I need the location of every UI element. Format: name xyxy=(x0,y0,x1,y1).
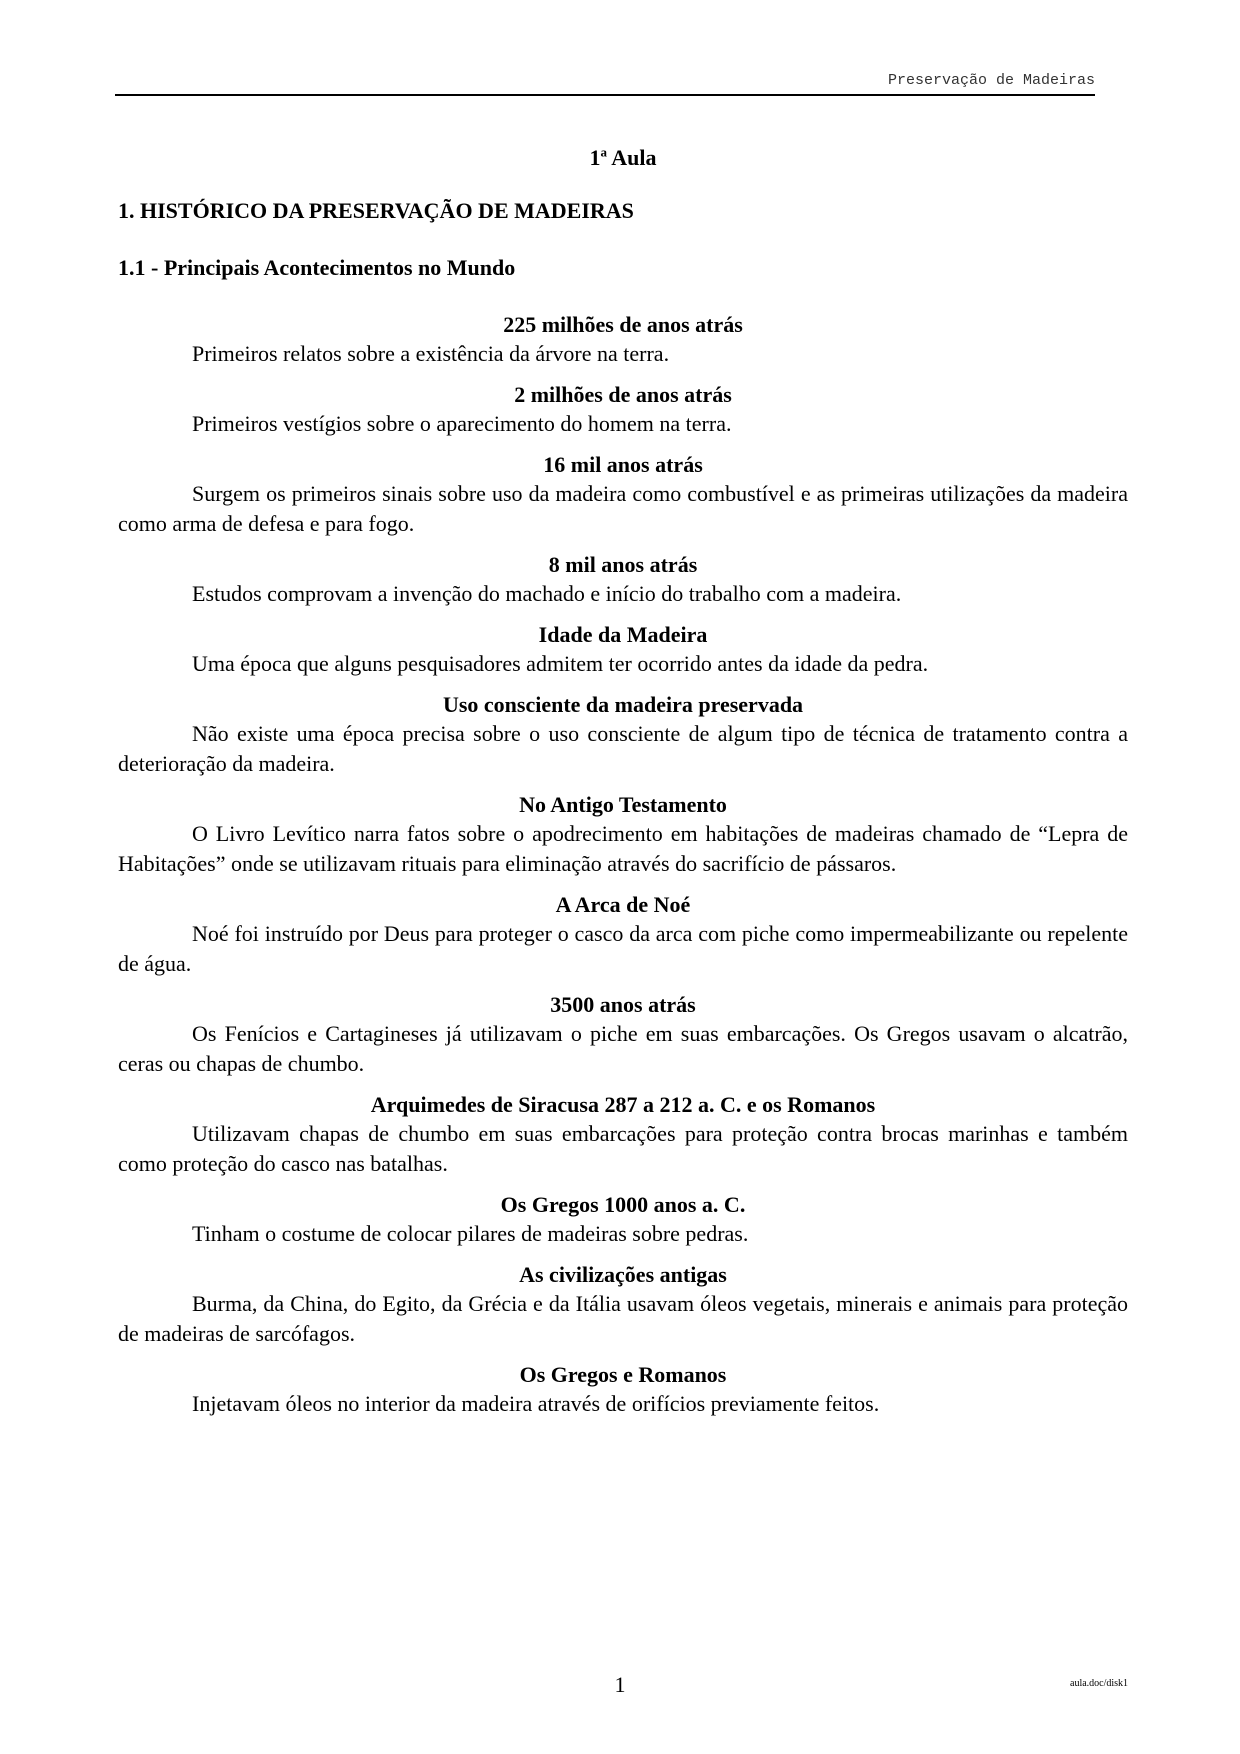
event-text: Tinham o costume de colocar pilares de madeiras sobre pedras. xyxy=(192,1221,749,1246)
page-number: 1 xyxy=(614,1672,626,1697)
lesson-number: 1 xyxy=(589,145,601,170)
event-title: Os Gregos e Romanos xyxy=(519,1362,727,1387)
section-title: 1. HISTÓRICO DA PRESERVAÇÃO DE MADEIRAS xyxy=(118,198,634,223)
event-title: 225 milhões de anos atrás xyxy=(503,312,743,337)
file-reference: aula.doc/disk1 xyxy=(1070,1678,1129,1689)
event-item xyxy=(118,1091,1128,1179)
event-text: Noé foi instruído por Deus para proteger o casco da arca com piche como impermeabilizante ou repelente de água. xyxy=(118,921,1128,976)
event-text: Surgem os primeiros sinais sobre uso da madeira como combustível e as primeiras utilizações da madeira como arma de defesa e para fogo. xyxy=(118,481,1128,536)
event-item xyxy=(118,991,1128,1079)
event-text: Primeiros relatos sobre a existência da árvore na terra. xyxy=(192,341,670,366)
event-text: Primeiros vestígios sobre o aparecimento do homem na terra. xyxy=(192,411,732,436)
event-item xyxy=(118,1191,1128,1249)
event-item xyxy=(118,381,1128,439)
event-title: 8 mil anos atrás xyxy=(548,552,698,577)
event-text: Injetavam óleos no interior da madeira através de orifícios previamente feitos. xyxy=(192,1391,880,1416)
event-title: Idade da Madeira xyxy=(538,622,708,647)
event-title: 2 milhões de anos atrás xyxy=(514,382,732,407)
event-title: A Arca de Noé xyxy=(555,892,691,917)
event-text: Utilizavam chapas de chumbo em suas embarcações para proteção contra brocas marinhas e também como proteção do casco nas batalhas. xyxy=(118,1121,1128,1176)
lesson-label: Aula xyxy=(611,145,657,170)
event-item xyxy=(118,451,1128,539)
events-list xyxy=(118,311,1128,1419)
event-item xyxy=(118,691,1128,779)
event-title: 16 mil anos atrás xyxy=(543,452,703,477)
event-title: 3500 anos atrás xyxy=(550,992,696,1017)
event-text: Burma, da China, do Egito, da Grécia e da Itália usavam óleos vegetais, minerais e animais para proteção de madeiras de sarcófagos. xyxy=(118,1291,1128,1346)
event-item xyxy=(118,791,1128,879)
lesson-ordinal: a xyxy=(600,144,607,160)
event-item xyxy=(118,551,1128,609)
event-text: O Livro Levítico narra fatos sobre o apodrecimento em habitações de madeiras chamado de “Lepra de Habitações” onde se utilizavam rituais para eliminação através do sacrifício de pássaros. xyxy=(118,821,1128,876)
subsection-title: 1.1 - Principais Acontecimentos no Mundo xyxy=(118,255,516,280)
event-text: Estudos comprovam a invenção do machado e início do trabalho com a madeira. xyxy=(192,581,902,606)
event-item xyxy=(118,1361,1128,1419)
event-title: Os Gregos 1000 anos a. C. xyxy=(500,1192,746,1217)
event-title: No Antigo Testamento xyxy=(519,792,727,817)
event-title: Uso consciente da madeira preservada xyxy=(442,692,804,717)
event-item xyxy=(118,311,1128,369)
lesson-title xyxy=(118,145,1128,171)
event-title: As civilizações antigas xyxy=(519,1262,727,1287)
event-item xyxy=(118,621,1128,679)
event-item xyxy=(118,1261,1128,1349)
running-header: Preservação de Madeiras xyxy=(887,72,1095,89)
header-rule xyxy=(115,94,1095,96)
event-text: Uma época que alguns pesquisadores admitem ter ocorrido antes da idade da pedra. xyxy=(192,651,929,676)
event-text: Os Fenícios e Cartagineses já utilizavam o piche em suas embarcações. Os Gregos usavam o alcatrão, ceras ou chapas de chumbo. xyxy=(118,1021,1128,1076)
page-content xyxy=(118,145,1128,1419)
event-text: Não existe uma época precisa sobre o uso consciente de algum tipo de técnica de tratamento contra a deterioração da madeira. xyxy=(118,721,1128,776)
event-item xyxy=(118,891,1128,979)
event-title: Arquimedes de Siracusa 287 a 212 a. C. e os Romanos xyxy=(370,1092,876,1117)
